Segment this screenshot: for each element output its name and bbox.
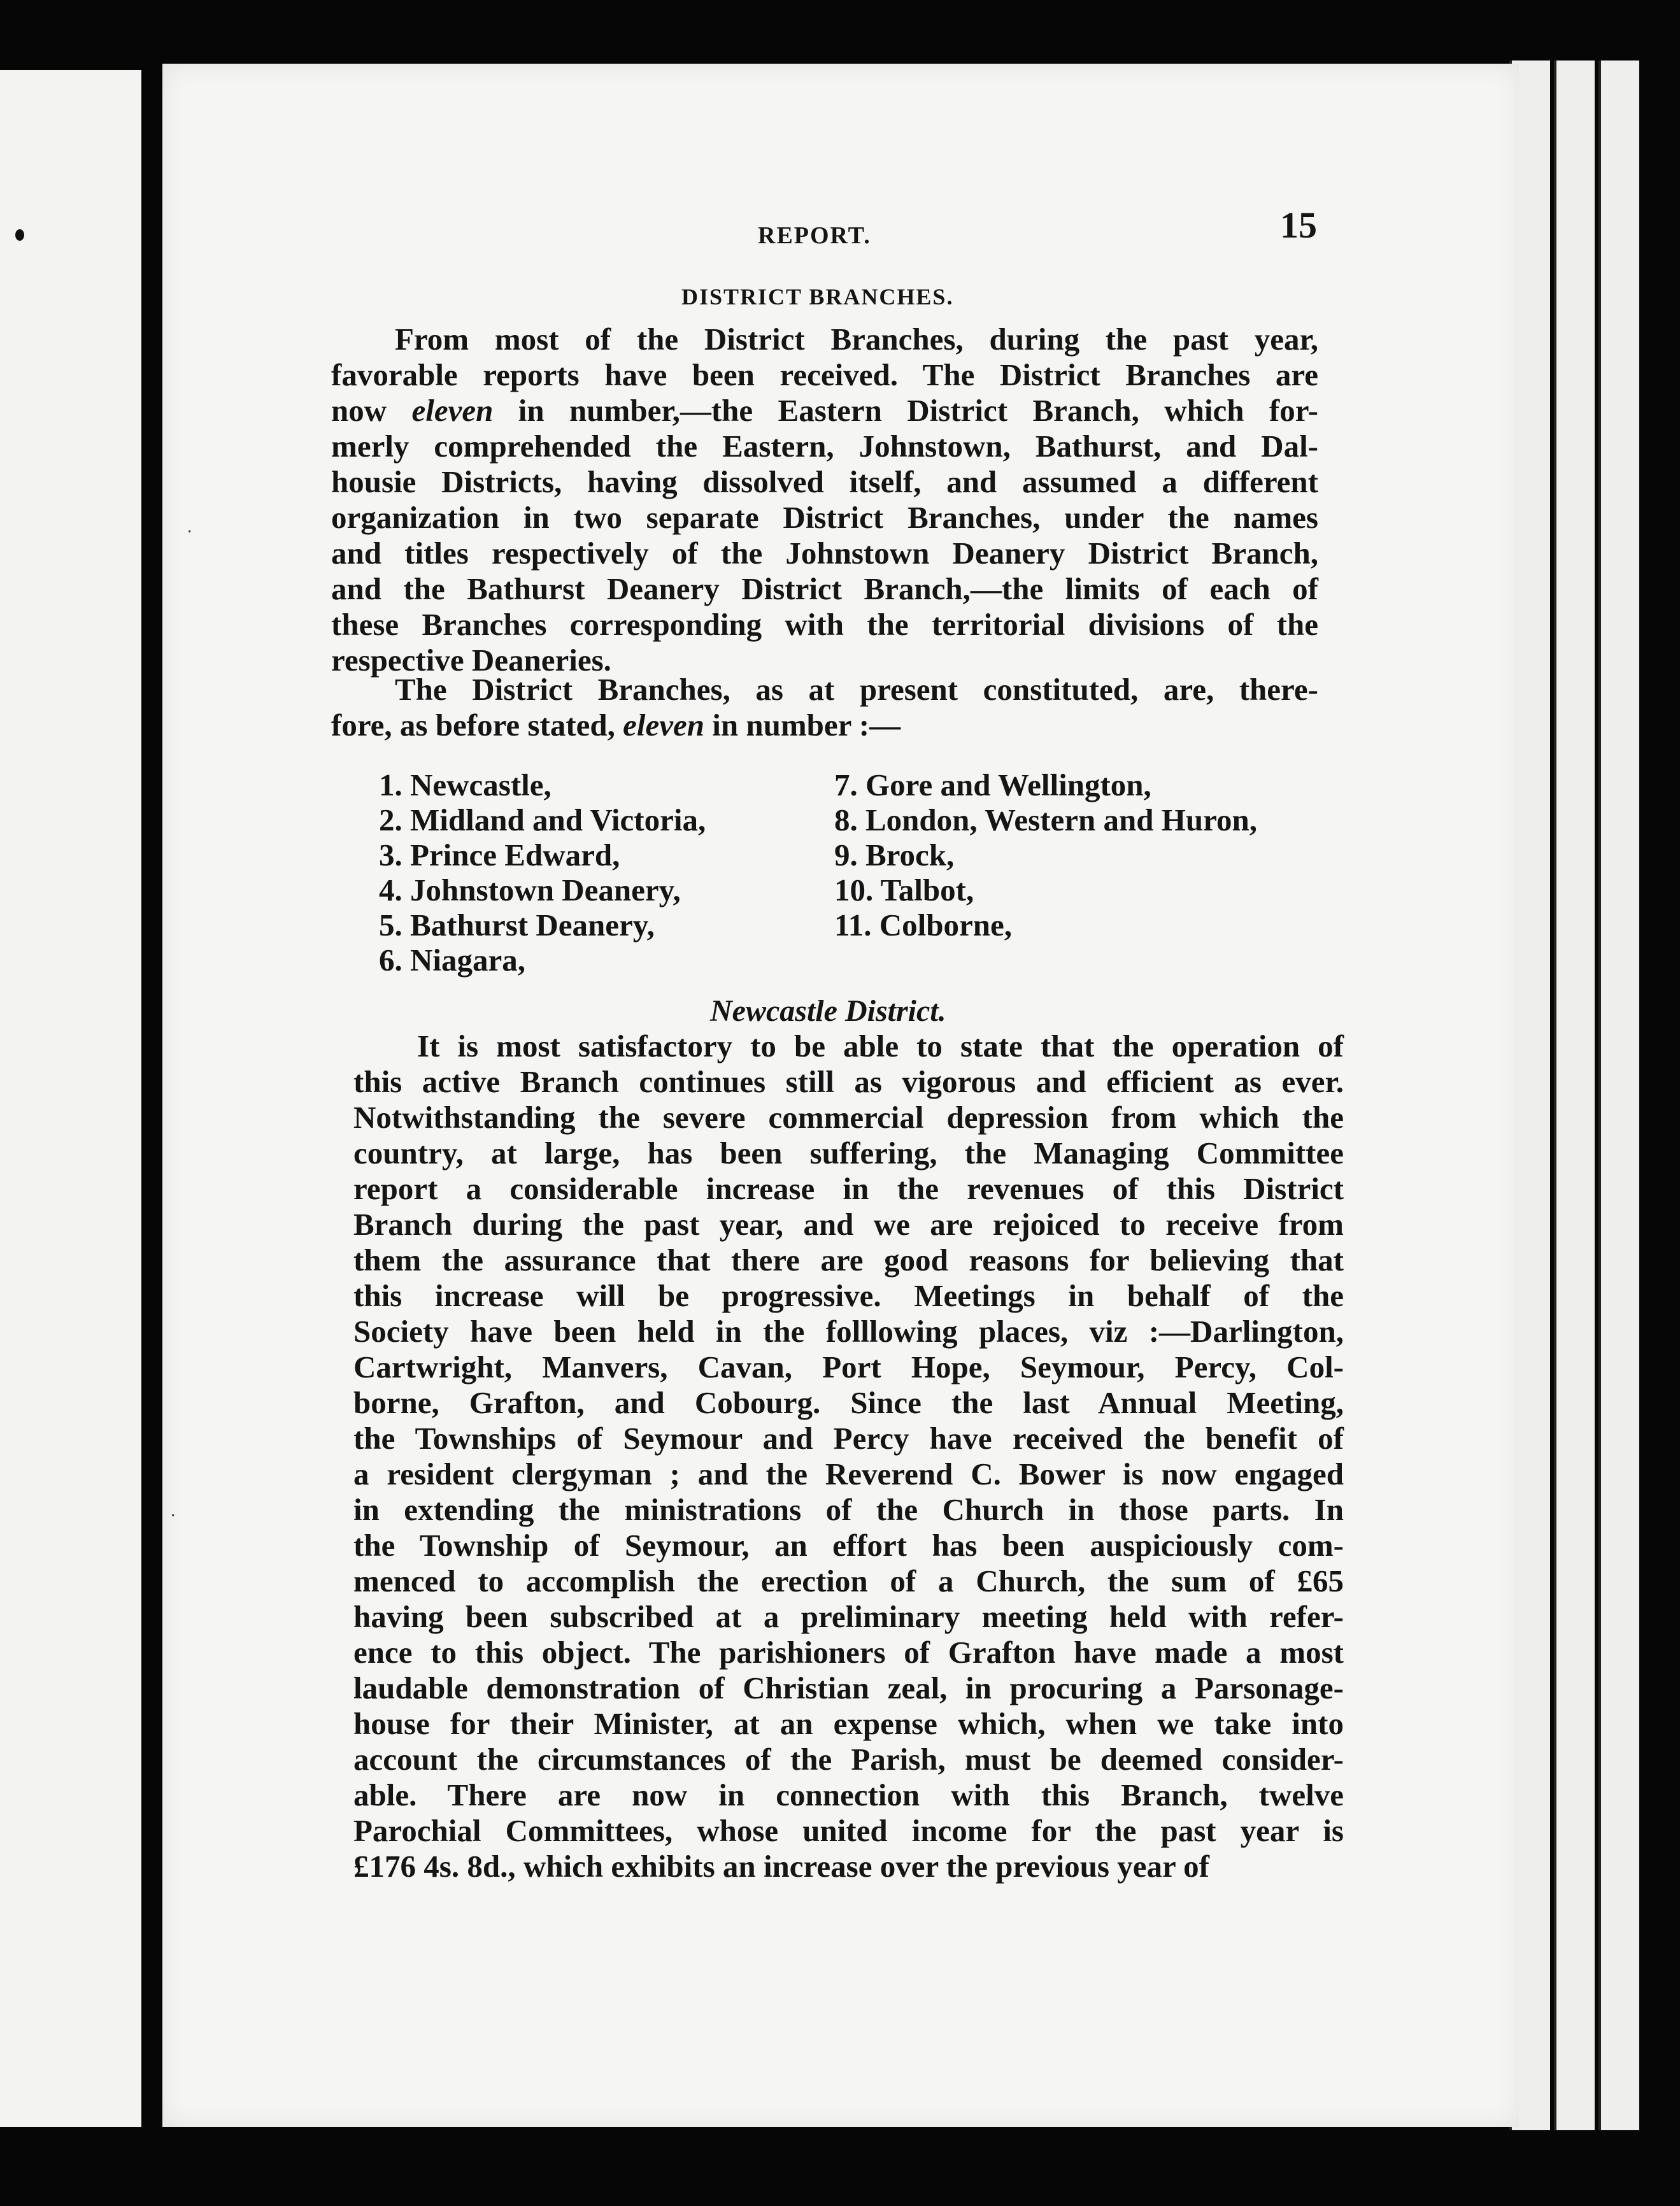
page-text [162, 64, 1519, 2127]
text-line: report a considerable increase in the revenues of this District [353, 1171, 1344, 1206]
text-line: organization in two separate District Branches, under the names [331, 500, 1318, 535]
text-line: Society have been held in the folllowing places, viz :—Darlington, [353, 1314, 1344, 1349]
text-segment: in number,—the Eastern District Branch, which for- [518, 393, 1318, 428]
text-line: this active Branch continues still as vigorous and efficient as ever. [353, 1064, 1344, 1099]
list-item: 2. Midland and Victoria, [379, 802, 706, 837]
text-line: housie Districts, having dissolved itself, and assumed a different [331, 464, 1318, 499]
text-line: the Township of Seymour, an effort has been auspiciously com- [353, 1528, 1344, 1563]
text-line: the Townships of Seymour and Percy have received the benefit of [353, 1421, 1344, 1456]
text-line: a resident clergyman ; and the Reverend C. Bower is now engaged [353, 1456, 1344, 1491]
list-item: 9. Brock, [834, 837, 955, 872]
text-segment: in number :— [712, 708, 901, 743]
list-item: 6. Niagara, [379, 943, 525, 978]
text-line: From most of the District Branches, during the past year, [395, 322, 1318, 357]
text-line: laudable demonstration of Christian zeal, in procuring a Parsonage- [353, 1670, 1344, 1705]
running-title: REPORT. [758, 222, 871, 249]
text-line: ence to this object. The parishioners of Grafton have made a most [353, 1635, 1344, 1670]
left-facing-page [0, 70, 141, 2127]
text-line: respective Deaneries. [331, 643, 611, 678]
list-item: 3. Prince Edward, [379, 837, 620, 872]
text-line: merly comprehended the Eastern, Johnstown, Bathurst, and Dal- [331, 429, 1318, 464]
list-item: 1. Newcastle, [379, 767, 552, 802]
list-item: 5. Bathurst Deanery, [379, 907, 655, 943]
book-page [162, 64, 1519, 2127]
page-edge [1598, 60, 1639, 2130]
text-line: house for their Minister, at an expense which, when we take into [353, 1706, 1344, 1741]
text-line: account the circumstances of the Parish, must be deemed consider- [353, 1742, 1344, 1777]
text-line: Cartwright, Manvers, Cavan, Port Hope, Seymour, Percy, Col- [353, 1349, 1344, 1384]
page-stack-edges [1509, 60, 1643, 2130]
text-line: Parochial Committees, whose united income for the past year is [353, 1813, 1344, 1848]
paragraph-newcastle [353, 1028, 1344, 1884]
text-line: in extending the ministrations of the Church in those parts. In [353, 1492, 1344, 1527]
paragraph-constituted [331, 672, 1318, 743]
list-item: 7. Gore and Wellington, [834, 767, 1151, 802]
text-line [331, 393, 1318, 429]
text-line: country, at large, has been suffering, the Managing Committee [353, 1135, 1344, 1171]
text-segment: now [331, 393, 387, 428]
text-line: It is most satisfactory to be able to state that the operation of [417, 1028, 1344, 1064]
italic-text: eleven [623, 708, 704, 743]
branch-list-right [834, 767, 1257, 943]
margin-mark: · [187, 522, 193, 542]
section-title: DISTRICT BRANCHES. [681, 284, 954, 310]
text-line: having been subscribed at a preliminary meeting held with refer- [353, 1599, 1344, 1634]
text-line: and the Bathurst Deanery District Branch,—the limits of each of [331, 571, 1318, 606]
page-edge [1554, 60, 1595, 2130]
text-line: Notwithstanding the severe commercial depression from which the [353, 1100, 1344, 1135]
subsection-title: Newcastle District. [710, 994, 946, 1028]
text-segment: fore, as before stated, [331, 708, 615, 743]
text-line: them the assurance that there are good reasons for believing that [353, 1242, 1344, 1277]
list-item: 4. Johnstown Deanery, [379, 872, 681, 907]
branch-list-left [379, 767, 706, 978]
text-line: this increase will be progressive. Meetings in behalf of the [353, 1278, 1344, 1313]
italic-text: eleven [411, 393, 494, 428]
margin-mark: · [170, 1506, 176, 1526]
text-line: borne, Grafton, and Cobourg. Since the last Annual Meeting, [353, 1385, 1344, 1420]
text-line: favorable reports have been received. The District Branches are [331, 357, 1318, 392]
list-item: 10. Talbot, [834, 872, 974, 907]
district-branch-list [379, 767, 1398, 1009]
list-item: 8. London, Western and Huron, [834, 802, 1257, 837]
paragraph-district-branches [331, 322, 1318, 678]
text-line [331, 708, 1318, 743]
text-line: and titles respectively of the Johnstown Deanery District Branch, [331, 536, 1318, 571]
ink-spot [15, 229, 24, 241]
list-item: 11. Colborne, [834, 907, 1013, 943]
text-line: £176 4s. 8d., which exhibits an increase over the previous year of [353, 1849, 1209, 1884]
text-line: able. There are now in connection with this Branch, twelve [353, 1777, 1344, 1812]
page-number: 15 [1280, 204, 1317, 246]
text-line: these Branches corresponding with the territorial divisions of the [331, 607, 1318, 642]
text-line: menced to accomplish the erection of a Church, the sum of £65 [353, 1563, 1344, 1598]
text-line: The District Branches, as at present constituted, are, there- [395, 672, 1318, 707]
text-line: Branch during the past year, and we are rejoiced to receive from [353, 1207, 1344, 1242]
